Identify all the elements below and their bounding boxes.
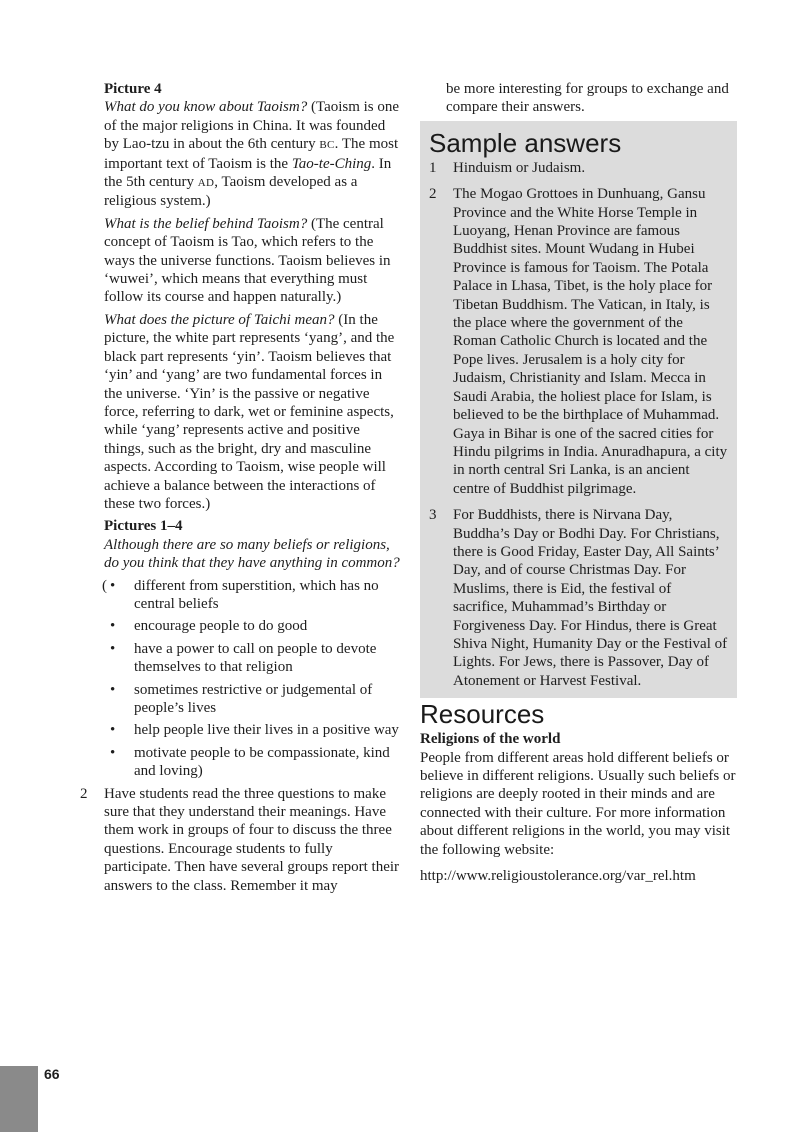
bullet-icon: • (110, 640, 116, 657)
sample-answer-item (429, 159, 729, 177)
list-item (104, 744, 400, 781)
instruction-item-2 (80, 785, 400, 895)
sample-answer-text: For Buddhists, there is Nirvana Day, Buddha’s Day or Bodhi Day. For Christians, there is Good Friday, Easter Day, All Saints’ Day, and of course Christmas Day. For Muslims, there is Eid, the festival of sacrifice, Muhammad’s Birthday or Forgiveness Day. For Hindus, there is Great Shiva Night, Humanity Day or the Festival of Lights. For Jews, there is Passover, Day of Atonement or Harvest Festival. (453, 507, 728, 689)
bullet-icon: • (110, 577, 116, 594)
taoism-paragraph-1 (104, 98, 400, 210)
answer-text: (In the picture, the white part represents ‘yang’, and the black part represents ‘yin’. Taoism believes that ‘yin’ and ‘yang’ are two fundamental forces in the universe. ‘Yin’ is the passive or negative force, referring to dark, wet or feminine aspects, while ‘yang’ represents active and positive things, such as the bright, dry and masculine aspects. According to Taoism, wise people will achieve a balance between the interactions of these two forces.) (104, 311, 395, 512)
resources-title: Resources (420, 699, 545, 730)
page-number: 66 (44, 1066, 60, 1082)
sample-answers-title: Sample answers (429, 127, 622, 158)
sample-answer-text: The Mogao Grottoes in Dunhuang, Gansu Province and the White Horse Temple in Luoyang, Henan Province are famous Buddhist sites. Mount Wudang in Hubei Province is famous for Taoism. The Potala Palace in Lhasa, Tibet, is the holy place for Tibetan Buddhism. The Vatican, in Italy, is the place where the government of the Roman Catholic Church is located and the Pope lives. Jerusalem is a holy city for Judaism, Christianity and Islam. Mecca in Saudi Arabia, the holiest place for Islam, is believed to be the birthplace of Muhammad. Gaya in Bihar is one of the sacred cities for Hindu pilgrims in India. Anuradhapura, a city in north central Sri Lanka, is an ancient centre of Buddhist pilgrimage. (453, 186, 728, 497)
open-parenthesis: ( (102, 577, 107, 594)
list-item (104, 721, 400, 739)
book-title: Tao-te-Ching (291, 155, 372, 172)
answer-text: (The central concept of Taoism is Tao, which refers to the ways the universe functions. Taoism believes in ‘wuwei’, which means that everything must follow its course and happen naturally.) (104, 215, 391, 306)
common-question: Although there are so many beliefs or religions, do you think that they have anything in common? (104, 536, 400, 572)
item-number: 2 (80, 785, 88, 802)
era-bc: BC (319, 139, 335, 152)
sample-answers-box (420, 121, 737, 698)
picture-4-heading: Picture 4 (104, 81, 162, 97)
right-column (420, 80, 738, 885)
bullet-icon: • (110, 722, 116, 739)
taoism-paragraph-2 (104, 215, 400, 307)
item-number: 2 (429, 186, 437, 203)
instruction-text: Have students read the three questions to make sure that they understand their meanings. Have them work in groups of four to discuss the three questions. Encourage students to fully participate. Then have several groups report their answers to the class. Remember it may (104, 785, 400, 894)
resources-text: People from different areas hold different beliefs or believe in different religions. Usually such beliefs or religions are deeply rooted in their minds and are connected with their culture. For more information about different religions in the world, you may visit the following website: (420, 749, 736, 858)
sample-answer-item (429, 506, 729, 690)
question-text: What does the picture of Taichi mean? (104, 311, 335, 328)
list-item-text: motivate people to be compassionate, kind and loving) (134, 744, 390, 780)
list-item (104, 640, 400, 677)
question-text: What is the belief behind Taoism? (104, 215, 308, 232)
left-column (80, 80, 400, 895)
item-number: 1 (429, 159, 437, 176)
list-item (104, 617, 400, 635)
sample-answer-text: Hinduism or Judaism. (453, 159, 586, 176)
item-number: 3 (429, 507, 437, 524)
bullet-icon: • (110, 618, 116, 635)
list-item-text: different from superstition, which has no central beliefs (134, 577, 379, 612)
continuation-text: be more interesting for groups to exchange and compare their answers. (446, 81, 729, 116)
pictures-1-4-heading: Pictures 1–4 (104, 518, 183, 535)
sample-answer-item (429, 185, 729, 498)
question-text: What do you know about Taoism? (104, 99, 308, 116)
answer-text: (Taoism is one of the major religions in China. It was founded by Lao-tzu in about the 6th century (104, 99, 400, 153)
bullet-icon: • (110, 681, 116, 698)
bullet-icon: • (110, 744, 116, 761)
taoism-paragraph-3 (104, 311, 400, 513)
website-link[interactable]: http://www.religioustolerance.org/var_rel.htm (420, 868, 696, 885)
list-item-text: sometimes restrictive or judgemental of people’s lives (134, 681, 373, 716)
answer-text: , Taoism developed as a religious system.) (104, 174, 358, 210)
answer-text: . The most important text of Taoism is the (104, 136, 399, 172)
common-points-list (104, 577, 400, 781)
list-item (104, 577, 400, 614)
answer-text: . In the 5th century (104, 155, 392, 191)
resources-subheading: Religions of the world (420, 731, 561, 748)
list-item-text: encourage people to do good (134, 618, 308, 635)
page-tab-bar (0, 1066, 38, 1132)
era-ad: AD (197, 177, 215, 190)
list-item-text: have a power to call on people to devote themselves to that religion (134, 640, 377, 676)
list-item (104, 681, 400, 718)
list-item-text: help people live their lives in a positive way (134, 722, 399, 739)
